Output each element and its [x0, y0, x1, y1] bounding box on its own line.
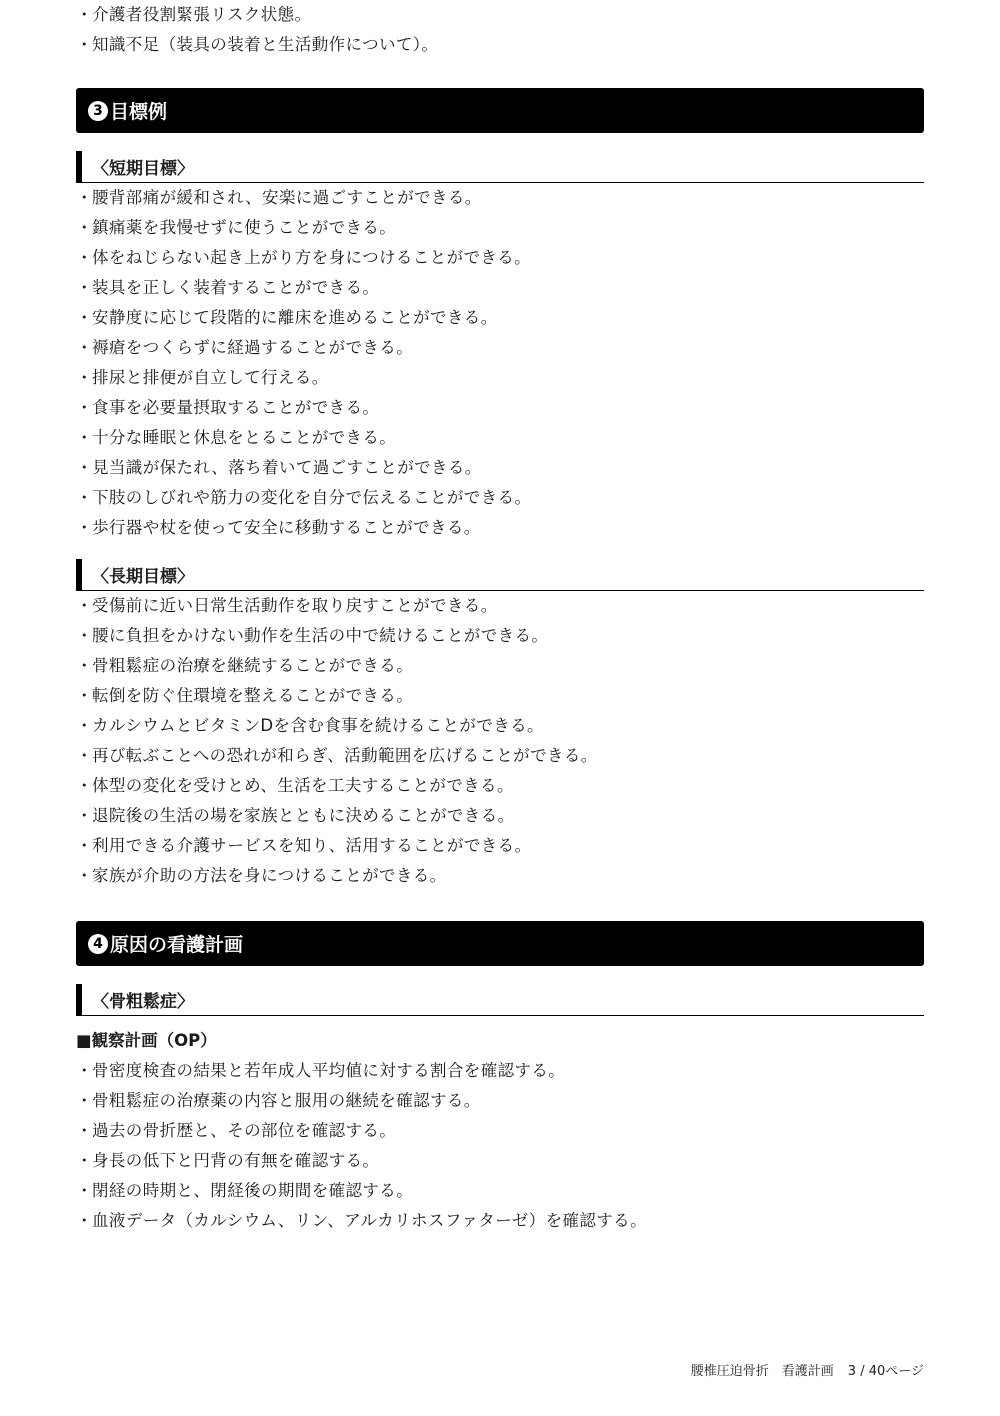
list-item: ・ 閉経の時期と、閉経後の期間を確認する。	[76, 1176, 924, 1206]
list-item: ・ 利用できる介護サービスを知り、活用することができる。	[76, 831, 924, 861]
document-page	[76, 0, 924, 1236]
list-item: ・ 骨粗鬆症の治療薬の内容と服用の継続を確認する。	[76, 1086, 924, 1116]
list-item: ・ 食事を必要量摂取することができる。	[76, 393, 924, 423]
list-item: ・ 受傷前に近い日常生活動作を取り戻すことができる。	[76, 591, 924, 621]
section-4-header	[76, 921, 924, 966]
list-item: ・ 退院後の生活の場を家族とともに決めることができる。	[76, 801, 924, 831]
section-number-badge: 3	[88, 101, 108, 121]
list-item: ・ 鎮痛薬を我慢せずに使うことができる。	[76, 213, 924, 243]
section-title: 原因の看護計画	[110, 934, 244, 956]
list-item: ・ 骨密度検査の結果と若年成人平均値に対する割合を確認する。	[76, 1056, 924, 1086]
list-item: ・ 装具を正しく装着することができる。	[76, 273, 924, 303]
list-item: ・ 体をねじらない起き上がり方を身につけることができる。	[76, 243, 924, 273]
page-footer	[691, 1360, 924, 1379]
list-item: ・ 介護者役割緊張リスク状態。	[76, 0, 924, 30]
list-item: ・ 体型の変化を受けとめ、生活を工夫することができる。	[76, 771, 924, 801]
subheading-text: 〈短期目標〉	[92, 159, 194, 179]
list-item: ・ 知識不足（装具の装着と生活動作について）。	[76, 30, 924, 60]
list-item: ・ 過去の骨折歴と、その部位を確認する。	[76, 1116, 924, 1146]
footer-doc-title: 腰椎圧迫骨折 看護計画	[690, 1364, 834, 1379]
list-item: ・ 骨粗鬆症の治療を継続することができる。	[76, 651, 924, 681]
list-item: ・ 排尿と排便が自立して行える。	[76, 363, 924, 393]
long-term-goals-heading	[76, 559, 924, 591]
list-item: ・ 安静度に応じて段階的に離床を進めることができる。	[76, 303, 924, 333]
subheading-text: 〈長期目標〉	[92, 567, 194, 587]
section-3-header	[76, 88, 924, 133]
observation-plan-list	[76, 1056, 924, 1236]
list-item: ・ 見当識が保たれ、落ち着いて過ごすことができる。	[76, 453, 924, 483]
top-item-list	[76, 0, 924, 60]
list-item: ・ 腰に負担をかけない動作を生活の中で続けることができる。	[76, 621, 924, 651]
list-item: ・ 下肢のしびれや筋力の変化を自分で伝えることができる。	[76, 483, 924, 513]
footer-page-number: 3 / 40ページ	[847, 1364, 924, 1379]
list-item: ・ 歩行器や杖を使って安全に移動することができる。	[76, 513, 924, 543]
short-term-goals-heading	[76, 151, 924, 183]
subheading-text: 〈骨粗鬆症〉	[92, 992, 194, 1012]
list-item: ・ 腰背部痛が緩和され、安楽に過ごすことができる。	[76, 183, 924, 213]
list-item: ・ 血液データ（カルシウム、リン、アルカリホスファターゼ）を確認する。	[76, 1206, 924, 1236]
list-item: ・ 再び転ぶことへの恐れが和らぎ、活動範囲を広げることができる。	[76, 741, 924, 771]
list-item: ・ 十分な睡眠と休息をとることができる。	[76, 423, 924, 453]
osteoporosis-heading	[76, 984, 924, 1016]
list-item: ・ カルシウムとビタミンDを含む食事を続けることができる。	[76, 711, 924, 741]
short-term-goals-list	[76, 183, 924, 543]
section-number-badge: 4	[88, 934, 108, 954]
long-term-goals-list	[76, 591, 924, 891]
list-item: ・ 転倒を防ぐ住環境を整えることができる。	[76, 681, 924, 711]
list-item: ・ 褥瘡をつくらずに経過することができる。	[76, 333, 924, 363]
observation-plan-heading: ■観察計画（OP）	[76, 1031, 217, 1050]
list-item: ・ 身長の低下と円背の有無を確認する。	[76, 1146, 924, 1176]
list-item: ・ 家族が介助の方法を身につけることができる。	[76, 861, 924, 891]
section-title: 目標例	[110, 101, 168, 123]
